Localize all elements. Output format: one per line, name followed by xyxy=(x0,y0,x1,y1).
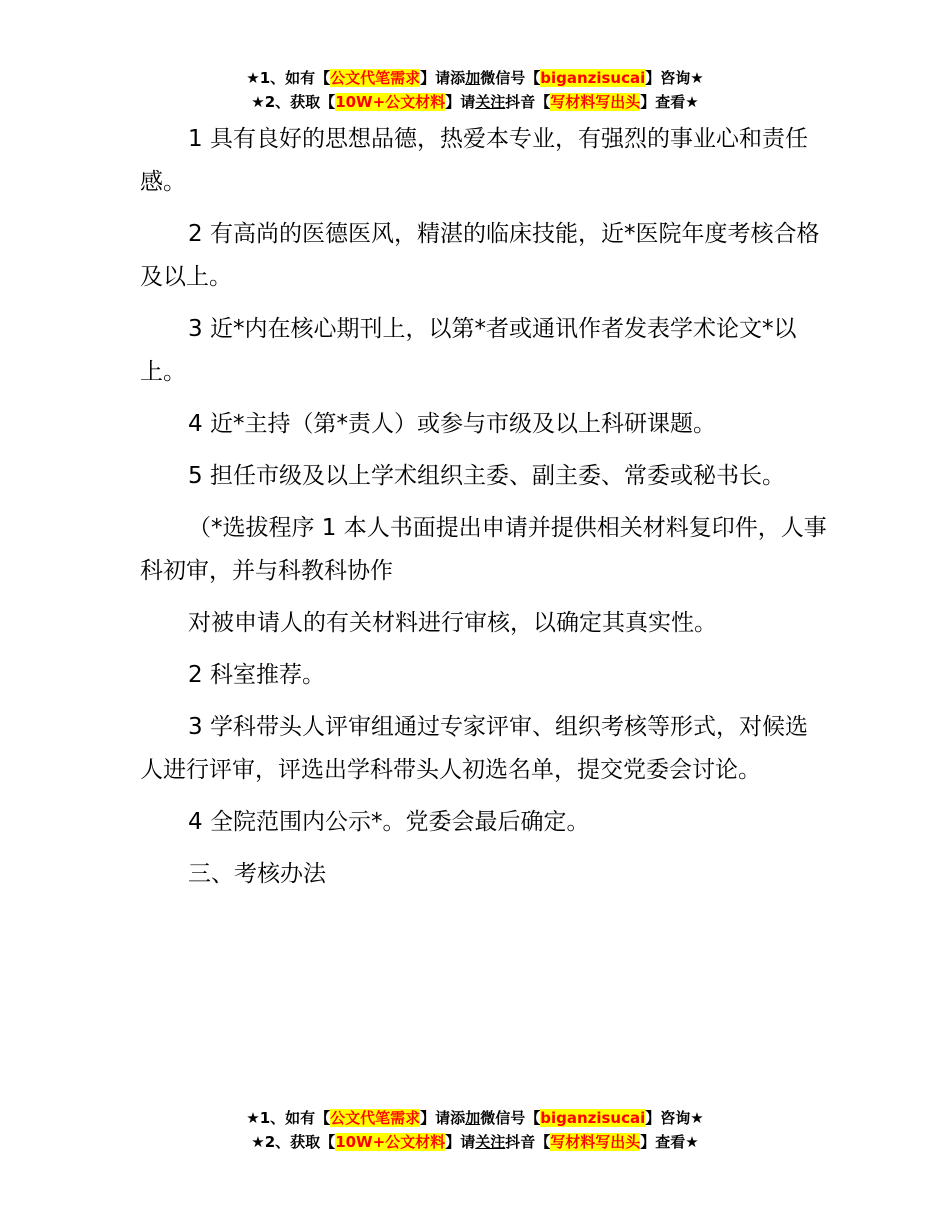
banner-text: 加 xyxy=(465,1109,481,1127)
paragraph: 对被申请人的有关材料进行审核，以确定其真实性。 xyxy=(188,610,717,636)
banner-text: ★1、如有【 xyxy=(246,69,331,87)
paragraph: 2 科室推荐。 xyxy=(188,662,325,688)
highlight-service: 公文代笔需求 xyxy=(330,1109,421,1127)
banner-text: 关注 xyxy=(475,93,506,111)
document-body xyxy=(140,118,830,905)
paragraph: 4 全院范围内公示*。党委会最后确定。 xyxy=(188,809,590,835)
highlight-douyin-account: 写材料写出头 xyxy=(550,93,641,111)
banner-text: 】查看★ xyxy=(640,93,699,111)
highlight-douyin-account: 写材料写出头 xyxy=(550,1133,641,1151)
banner-text: 】请添 xyxy=(420,1109,466,1127)
paragraph: 1 具有良好的思想品德，热爱本专业，有强烈的事业心和责任感。 xyxy=(140,126,808,195)
banner-text: ★2、获取【 xyxy=(251,93,336,111)
footer-banner xyxy=(0,1106,950,1154)
banner-text: 】咨询★ xyxy=(645,69,704,87)
banner-text: 微信号【 xyxy=(480,69,541,87)
banner-text: 微信号【 xyxy=(480,1109,541,1127)
paragraph: 3 学科带头人评审组通过专家评审、组织考核等形式，对候选人进行评审，评选出学科带头人初选名单，提交党委会讨论。 xyxy=(140,714,808,783)
banner-line-2 xyxy=(0,1130,950,1154)
highlight-wechat-id: biganzisucai xyxy=(540,69,646,87)
paragraph: 3 近*内在核心期刊上，以第*者或通讯作者发表学术论文*以上。 xyxy=(140,316,797,385)
banner-line-1 xyxy=(0,1106,950,1130)
banner-text: ★1、如有【 xyxy=(246,1109,331,1127)
paragraph: 2 有高尚的医德医风，精湛的临床技能，近*医院年度考核合格及以上。 xyxy=(140,221,820,290)
highlight-materials: 10W+公文材料 xyxy=(335,1133,446,1151)
paragraph: 4 近*主持（第*责人）或参与市级及以上科研课题。 xyxy=(188,411,716,437)
banner-text: 】咨询★ xyxy=(645,1109,704,1127)
highlight-wechat-id: biganzisucai xyxy=(540,1109,646,1127)
banner-line-1 xyxy=(0,66,950,90)
banner-text: 】请 xyxy=(445,93,476,111)
section-heading: 三、考核办法 xyxy=(188,861,326,887)
paragraph: 5 担任市级及以上学术组织主委、副主委、常委或秘书长。 xyxy=(188,463,785,489)
banner-text: 加 xyxy=(465,69,481,87)
banner-line-2 xyxy=(0,90,950,114)
banner-text: 抖音【 xyxy=(505,1133,551,1151)
highlight-materials: 10W+公文材料 xyxy=(335,93,446,111)
banner-text: 关注 xyxy=(475,1133,506,1151)
banner-text: 】请 xyxy=(445,1133,476,1151)
banner-text: 】查看★ xyxy=(640,1133,699,1151)
paragraph: （*选拔程序 1 本人书面提出申请并提供相关材料复印件，人事科初审，并与科教科协作 xyxy=(140,515,827,584)
highlight-service: 公文代笔需求 xyxy=(330,69,421,87)
header-banner xyxy=(0,66,950,114)
banner-text: 抖音【 xyxy=(505,93,551,111)
banner-text: ★2、获取【 xyxy=(251,1133,336,1151)
banner-text: 】请添 xyxy=(420,69,466,87)
